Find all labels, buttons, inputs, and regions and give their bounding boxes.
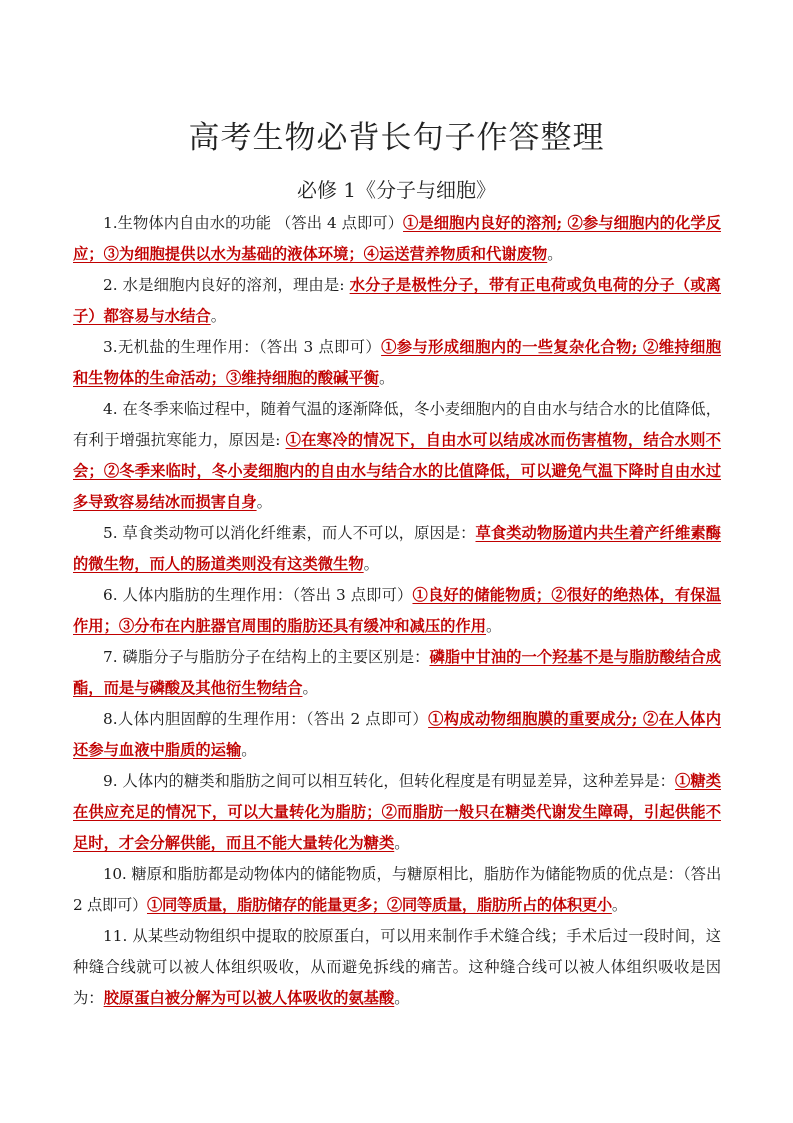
question-text: 2. 水是细胞内良好的溶剂，理由是: bbox=[103, 276, 350, 294]
qa-item-9 bbox=[73, 766, 721, 859]
answer-end: 。 bbox=[302, 679, 318, 697]
answer-text: 水分子是极性分子，带有正电荷或负电荷的分子（或离子）都容易与水结合 bbox=[73, 276, 721, 325]
answer-text: 胶原蛋白被分解为可以被人体吸收的氨基酸 bbox=[103, 989, 395, 1007]
qa-item-11 bbox=[73, 921, 721, 1014]
qa-item-10 bbox=[73, 859, 721, 921]
answer-text: ①糖类在供应充足的情况下，可以大量转化为脂肪；②而脂肪一般只在糖类代谢发生障碍，引起供能不足时，才会分解供能，而且不能大量转化为糖类 bbox=[73, 772, 721, 852]
answer-end: 。 bbox=[241, 741, 257, 759]
answer-text: ①良好的储能物质；②很好的绝热体，有保温作用；③分布在内脏器官周围的脂肪还具有缓冲和减压的作用 bbox=[73, 586, 721, 635]
answer-end: 。 bbox=[486, 617, 502, 635]
question-text: 9. 人体内的糖类和脂肪之间可以相互转化，但转化程度是有明显差异，这种差异是： bbox=[103, 772, 675, 790]
qa-item-6 bbox=[73, 580, 721, 642]
answer-text: 磷脂中甘油的一个羟基不是与脂肪酸结合成酯，而是与磷酸及其他衍生物结合 bbox=[73, 648, 721, 697]
answer-end: 。 bbox=[611, 896, 627, 914]
answer-text: ①同等质量，脂肪储存的能量更多；②同等质量，脂肪所占的体积更小 bbox=[146, 896, 612, 914]
answer-text: 草食类动物肠道内共生着产纤维素酶的微生物，而人的肠道类则没有这类微生物 bbox=[73, 524, 721, 573]
answer-end: 。 bbox=[363, 555, 379, 573]
answer-text: ①参与形成细胞内的一些复杂化合物; ②维持细胞和生物体的生命活动；③维持细胞的酸碱平衡 bbox=[73, 338, 721, 387]
qa-item-1 bbox=[73, 208, 721, 270]
qa-item-8 bbox=[73, 704, 721, 766]
question-text: 11. 从某些动物组织中提取的胶原蛋白，可以用来制作手术缝合线；手术后过一段时间，这种缝合线就可以被人体组织吸收，从而避免拆线的痛苦。这种缝合线可以被人体组织吸收是因为： bbox=[73, 927, 721, 1007]
document-title: 高考生物必背长句子作答整理 bbox=[188, 120, 605, 156]
qa-item-5 bbox=[73, 518, 721, 580]
answer-text: ①构成动物细胞膜的重要成分; ②在人体内还参与血液中脂质的运输 bbox=[73, 710, 721, 759]
question-text: 7. 磷脂分子与脂肪分子在结构上的主要区别是： bbox=[103, 648, 430, 666]
answer-end: 。 bbox=[394, 989, 410, 1007]
question-text: 3.无机盐的生理作用：（答出 3 点即可） bbox=[103, 338, 382, 356]
answer-end: 。 bbox=[547, 245, 563, 263]
qa-item-2 bbox=[73, 270, 721, 332]
qa-item-3 bbox=[73, 332, 721, 394]
question-text: 8.人体内胆固醇的生理作用：（答出 2 点即可） bbox=[103, 710, 429, 728]
question-text: 6. 人体内脂肪的生理作用：（答出 3 点即可） bbox=[103, 586, 413, 604]
answer-end: 。 bbox=[256, 493, 272, 511]
document-subtitle: 必修 1《分子与细胞》 bbox=[296, 178, 497, 202]
qa-item-4 bbox=[73, 394, 721, 518]
answer-text: ①在寒冷的情况下，自由水可以结成冰而伤害植物，结合水则不会；②冬季来临时，冬小麦细胞内的自由水与结合水的比值降低，可以避免气温下降时自由水过多导致容易结冰而损害自身 bbox=[73, 431, 721, 511]
question-text: 1.生物体内自由水的功能 （答出 4 点即可） bbox=[103, 214, 404, 232]
qa-list bbox=[73, 208, 721, 1014]
answer-text: ①是细胞内良好的溶剂; ②参与细胞内的化学反应；③为细胞提供以水为基础的液体环境；④运送营养物质和代谢废物 bbox=[73, 214, 721, 263]
question-text: 5. 草食类动物可以消化纤维素，而人不可以，原因是： bbox=[103, 524, 476, 542]
answer-end: 。 bbox=[210, 307, 226, 325]
answer-end: 。 bbox=[394, 834, 410, 852]
qa-item-7 bbox=[73, 642, 721, 704]
question-text: 4. 在冬季来临过程中，随着气温的逐渐降低，冬小麦细胞内的自由水与结合水的比值降低，有利于增强抗寒能力，原因是: bbox=[73, 400, 721, 449]
answer-end: 。 bbox=[378, 369, 395, 387]
question-text: 10. 糖原和脂肪都是动物体内的储能物质，与糖原相比，脂肪作为储能物质的优点是：（答出 2 点即可） bbox=[73, 865, 721, 914]
